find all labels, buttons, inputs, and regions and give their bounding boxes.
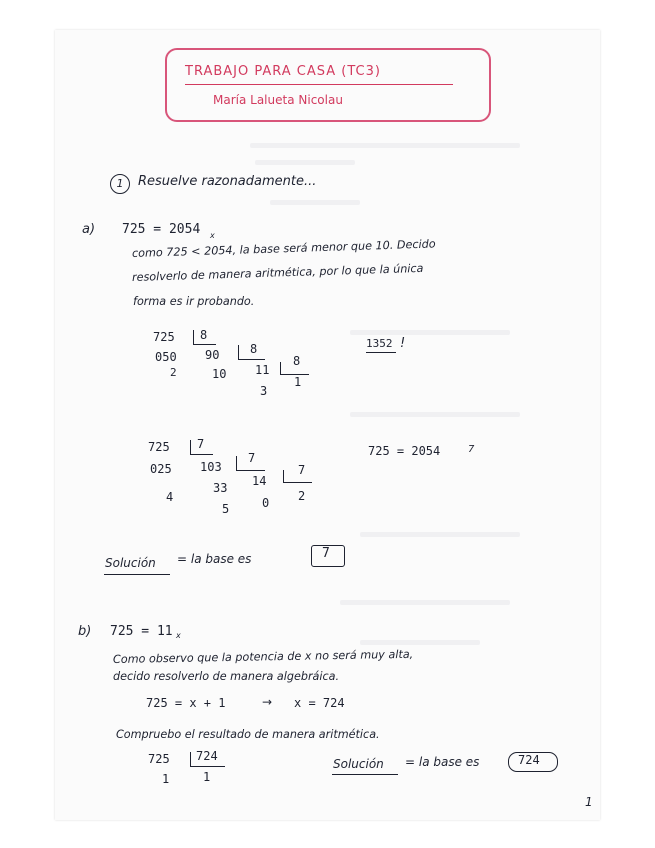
exercise-number: 1 [110,174,130,194]
part-b-div-remainder: 1 [162,772,170,786]
div7-quotient: 103 [200,460,222,474]
part-b-solution-text: = la base es [405,755,480,769]
div7-divisor: 7 [197,437,205,451]
show-through-line [360,640,480,645]
part-a-label: a) [82,222,96,237]
part-b-explanation-line: Como observo que la potencia de x no será muy alta, [112,647,414,666]
part-a-solution-label: Solución [105,556,156,570]
div7-result: 725 = 2054 [368,444,441,458]
part-a-solution-underline [104,574,170,575]
div7-quotient: 2 [298,489,306,503]
div8-dividend: 725 [153,330,175,344]
part-a-equation: 725 = 2054 [122,222,201,237]
title-frame [165,48,491,122]
show-through-line [270,200,360,205]
title-underline [185,84,453,85]
part-b-solution-underline [332,774,398,775]
show-through-line [250,143,520,148]
div7-divisor: 7 [298,463,306,477]
author-name: María Lalueta Nicolau [213,93,343,107]
show-through-line [340,600,510,605]
part-b-div-dividend: 725 [148,752,170,766]
show-through-line [350,330,510,335]
part-b-explanation-line: decido resolverlo de manera algebráica. [113,670,340,683]
div7-remainder: 4 [166,490,174,504]
div8-quotient: 90 [205,348,220,362]
div8-quotient: 1 [294,375,302,389]
part-a-solution-value: 7 [322,546,330,561]
show-through-line [350,412,520,417]
show-through-line [360,532,520,537]
div8-divisor: 8 [250,342,258,356]
div8-divisor: 8 [200,328,208,342]
page-number: 1 [585,795,593,809]
exercise-heading: Resuelve razonadamente... [138,174,317,189]
div7-divisor: 7 [248,451,256,465]
div7-remainder: 33 [213,481,228,495]
part-b-solution-value: 724 [518,753,540,767]
part-b-equation-mark: x [176,631,181,640]
part-b-solution-label: Solución [333,757,384,771]
page-title: TRABAJO PARA CASA (TC3) [185,64,381,79]
div7-result-mark: 7 [468,444,475,455]
part-b-algebra-arrow: → [262,695,273,709]
part-b-div-quotient: 1 [203,770,211,784]
div8-result-mark: ! [400,336,406,351]
div8-remainder: 10 [212,367,227,381]
div8-divisor: 8 [293,354,301,368]
part-b-label: b) [78,624,92,639]
div7-quotient: 14 [252,474,267,488]
part-b-check-text: Compruebo el resultado de manera aritmética. [116,728,380,741]
part-b-algebra-left: 725 = x + 1 [146,696,226,710]
show-through-line [255,160,355,165]
div7-remainder: 5 [222,502,230,516]
part-a-equation-mark: x [210,231,215,240]
part-a-solution-text: = la base es [177,552,252,566]
part-a-explanation-line: como 725 < 2054, la base será menor que 10. Decido [131,237,436,260]
part-b-div-divisor: 724 [196,749,218,763]
part-b-equation: 725 = 11 [110,624,173,639]
part-a-explanation-line: forma es ir probando. [133,295,255,308]
div8-remainder: 2 [170,366,177,379]
part-a-explanation-line: resolverlo de manera aritmética, por lo que la única [131,261,424,284]
div8-result: 1352 [366,337,393,350]
div7-remainder: 025 [150,462,172,476]
part-b-algebra-right: x = 724 [294,696,345,710]
div7-dividend: 725 [148,440,170,454]
div8-remainder: 3 [260,384,268,398]
div8-quotient: 11 [255,363,270,377]
div8-remainder: 050 [155,350,177,364]
div8-result-underline [366,352,396,353]
div7-remainder: 0 [262,496,270,510]
